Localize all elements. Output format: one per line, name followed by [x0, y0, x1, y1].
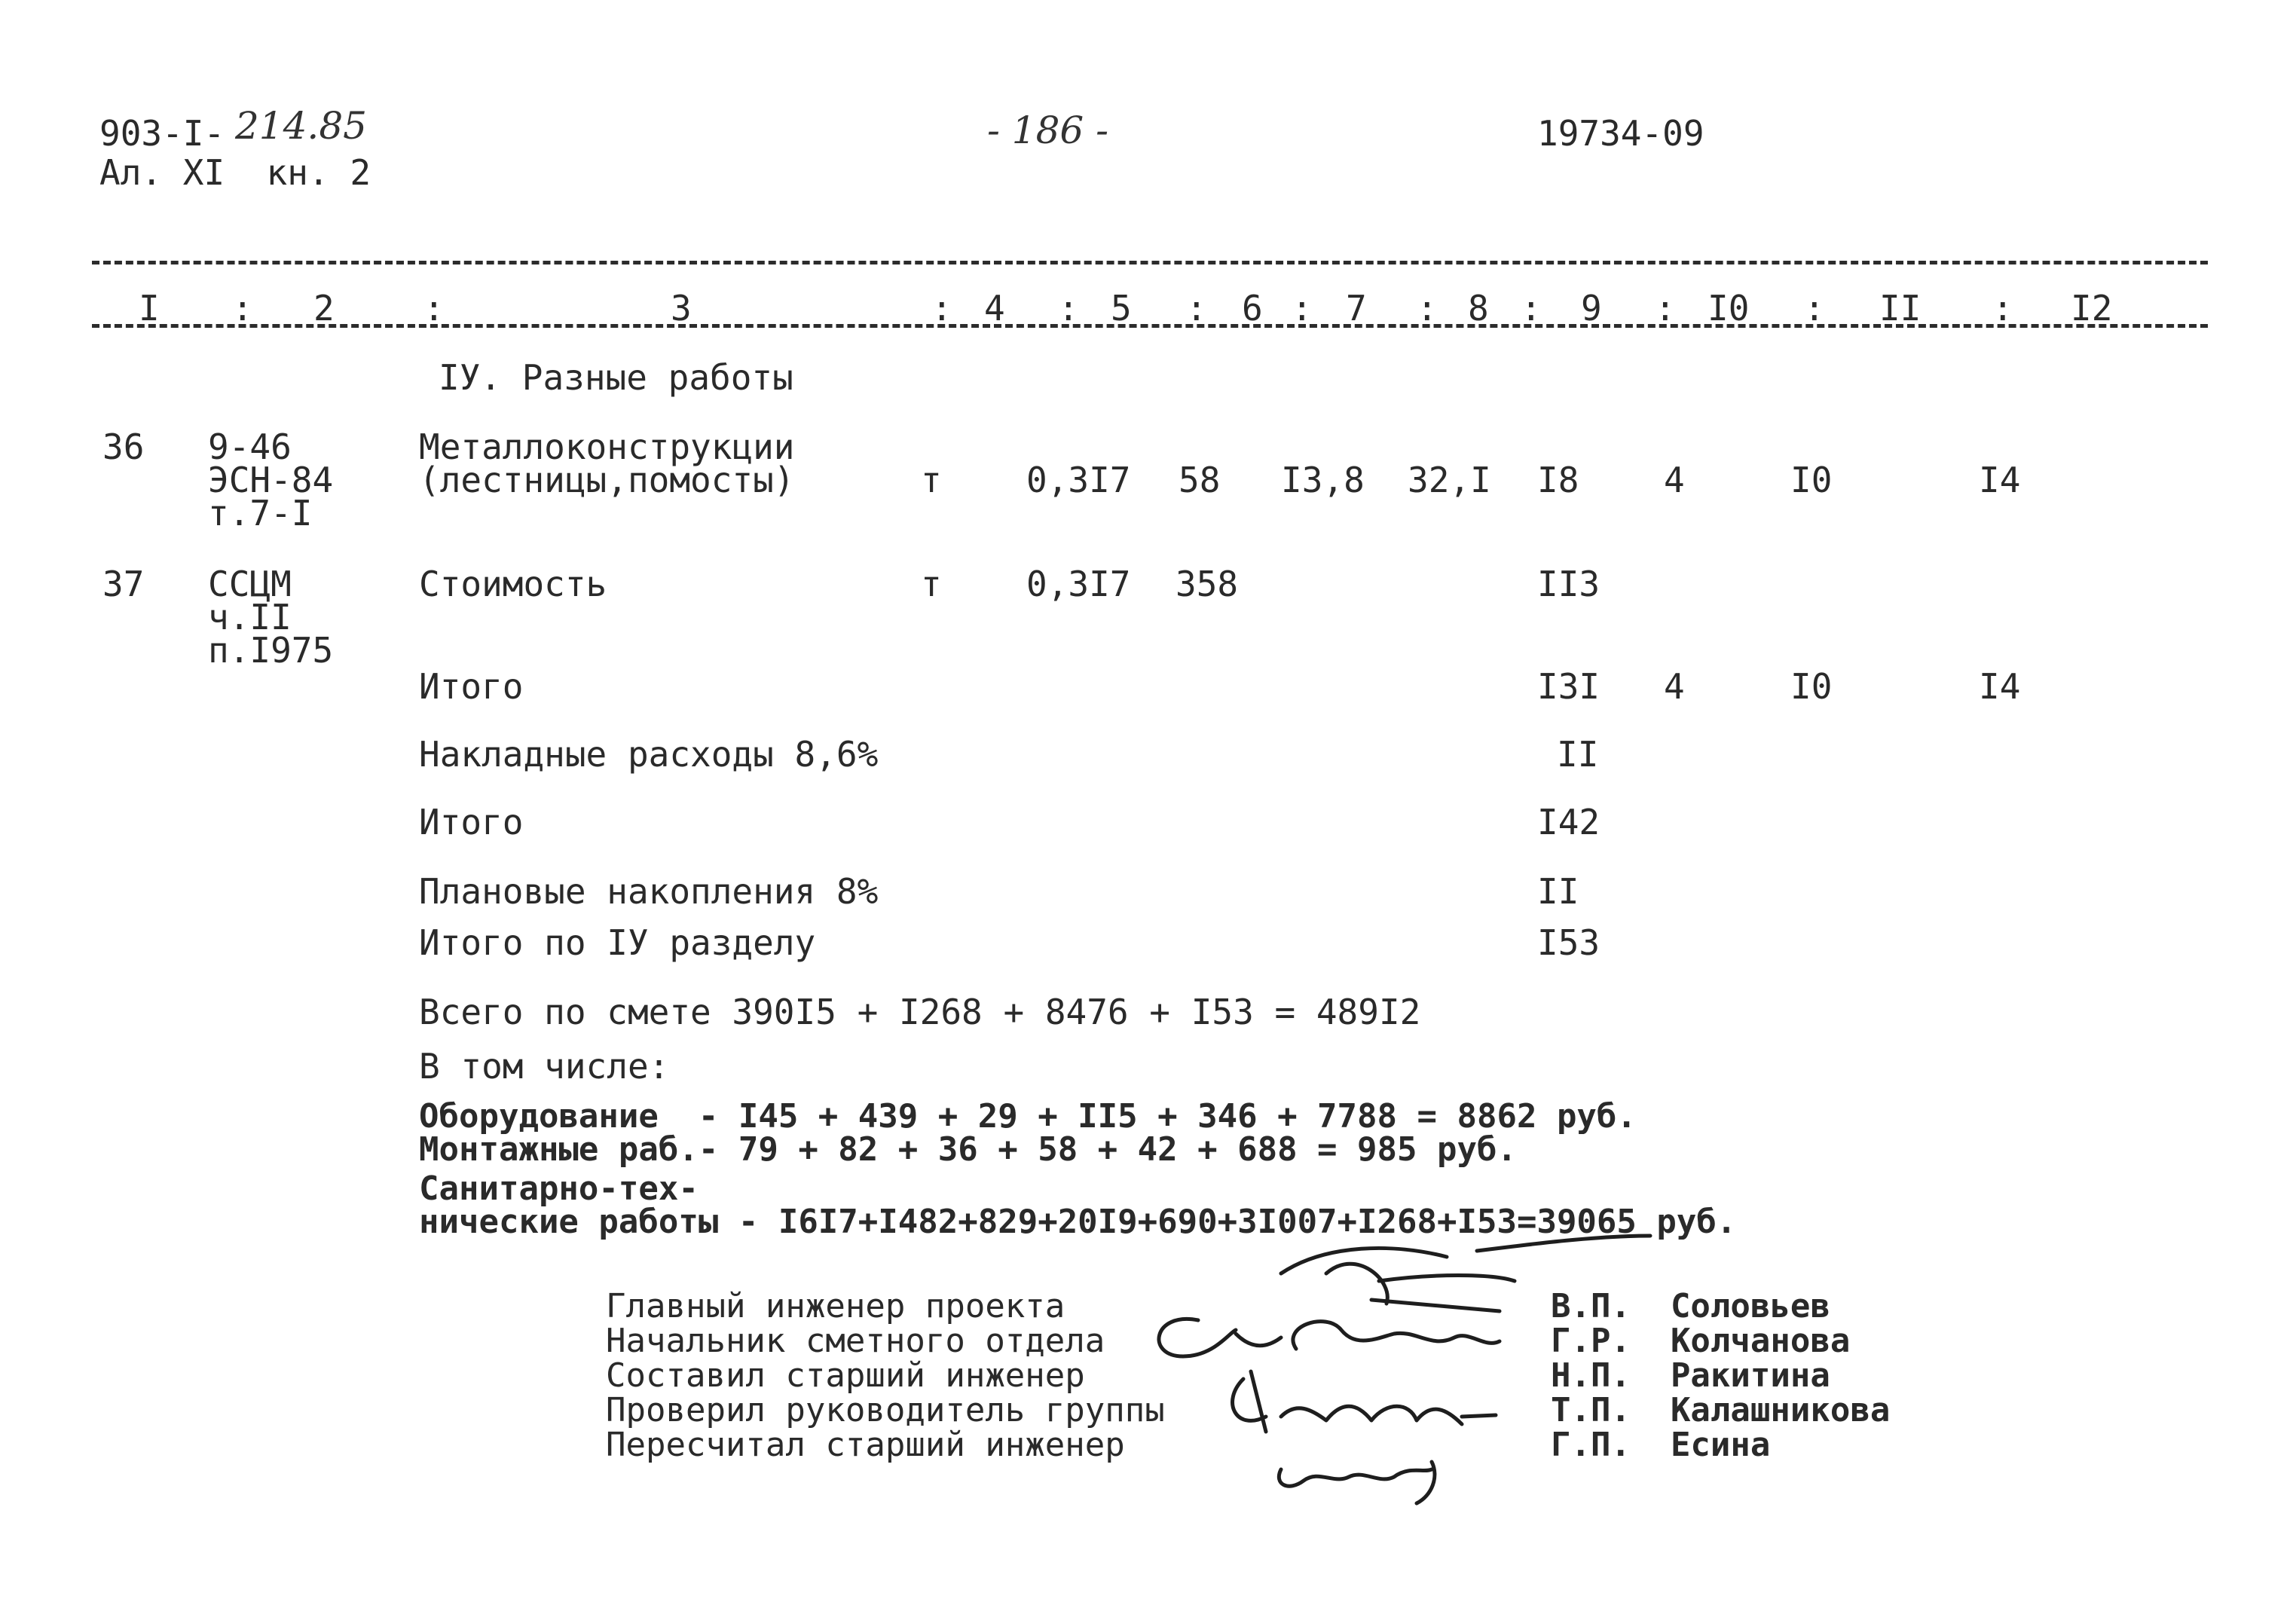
row-code-line: ССЦМ	[208, 564, 292, 604]
section-total-label: Итого по IУ разделу	[419, 922, 816, 963]
row-code-line: 9-46	[208, 426, 292, 467]
total-col9: 4	[1664, 666, 1685, 707]
row-number: 36	[102, 426, 145, 467]
row-col5: 58	[1179, 460, 1221, 500]
signature-name: Г.Р. Колчанова	[1551, 1322, 1851, 1360]
col-head-sep: :	[232, 288, 253, 329]
col-head-sep: :	[1992, 288, 2013, 329]
signature-name: Н.П. Ракитина	[1551, 1356, 1830, 1395]
signature-scribble-3	[1233, 1371, 1496, 1432]
col-head-sep: :	[1058, 288, 1079, 329]
signature-role: Главный инженер проекта	[606, 1287, 1065, 1325]
row-col8: II3	[1537, 564, 1600, 604]
col-head-sep: :	[931, 288, 952, 329]
row-code-line: п.I975	[208, 630, 334, 671]
row-col5: 358	[1176, 564, 1239, 604]
signature-scribble-1	[1281, 1236, 1650, 1311]
album-book: Ал. XI кн. 2	[99, 152, 371, 193]
row-code-line: т.7-I	[208, 493, 313, 533]
sanitary-sum: нические работы - I6I7+I482+829+20I9+690+3I007+I268+I53=39065 руб.	[419, 1203, 1737, 1241]
col-head-7: 7	[1346, 288, 1367, 329]
row-quantity: 0,3I7	[1026, 460, 1131, 500]
overhead-value: II	[1557, 734, 1599, 775]
document-code-handwritten: 214.85	[235, 104, 367, 148]
equipment-sum: Оборудование - I45 + 439 + 29 + II5 + 346 + 7788 = 8862 руб.	[419, 1097, 1637, 1136]
row-col8: I8	[1537, 460, 1579, 500]
row-number: 37	[102, 564, 145, 604]
row-unit: т	[921, 460, 942, 500]
row-code-line: ч.II	[208, 597, 292, 637]
total-col10: I0	[1790, 666, 1833, 707]
section-title: IУ. Разные работы	[439, 357, 793, 398]
signature-name: Г.П. Есина	[1551, 1426, 1771, 1464]
row-col10: I0	[1790, 460, 1833, 500]
col-head-8: 8	[1468, 288, 1489, 329]
row-name-line: Металлоконструкции	[419, 426, 795, 467]
row-col9: 4	[1664, 460, 1685, 500]
col-head-sep: :	[1186, 288, 1207, 329]
row-col7: 32,I	[1408, 460, 1491, 500]
overhead-label: Накладные расходы 8,6%	[419, 734, 879, 775]
col-head-1: I	[139, 288, 160, 329]
including-label: В том числе:	[419, 1046, 670, 1087]
planned-savings-value: II	[1537, 871, 1579, 912]
signature-scribble-2	[1159, 1319, 1500, 1356]
total-col12: I4	[1979, 666, 2021, 707]
row-name-line: Стоимость	[419, 564, 607, 604]
total-col8: I42	[1537, 802, 1600, 842]
signature-role: Проверил руководитель группы	[606, 1391, 1165, 1429]
planned-savings-label: Плановые накопления 8%	[419, 871, 879, 912]
inventory-number: 19734-09	[1537, 113, 1704, 154]
document-code-prefix: 903-I-	[99, 113, 225, 154]
installation-sum: Монтажные раб.- 79 + 82 + 36 + 58 + 42 + 688 = 985 руб.	[419, 1130, 1517, 1169]
row-code-line: ЭСН-84	[208, 460, 334, 500]
col-head-sep: :	[1521, 288, 1542, 329]
col-head-sep: :	[1292, 288, 1313, 329]
col-head-6: 6	[1242, 288, 1263, 329]
section-total-value: I53	[1537, 922, 1600, 963]
signature-name: Т.П. Калашникова	[1551, 1391, 1891, 1429]
signature-role: Составил старший инженер	[606, 1356, 1085, 1395]
page-number: - 186 -	[987, 109, 1109, 152]
col-head-4: 4	[984, 288, 1005, 329]
col-head-5: 5	[1111, 288, 1132, 329]
col-head-2: 2	[313, 288, 335, 329]
col-head-sep: :	[423, 288, 445, 329]
signature-role: Пересчитал старший инженер	[606, 1426, 1125, 1464]
signature-name: В.П. Соловьев	[1551, 1287, 1830, 1325]
col-head-sep: :	[1804, 288, 1825, 329]
row-name-line: (лестницы,помосты)	[419, 460, 795, 500]
total-label: Итого	[419, 802, 524, 842]
sanitary-label: Санитарно-тех-	[419, 1169, 699, 1208]
row-col12: I4	[1979, 460, 2021, 500]
grand-total: Всего по смете 390I5 + I268 + 8476 + I53 = 489I2	[419, 992, 1421, 1032]
col-head-10: I0	[1707, 288, 1750, 329]
row-quantity: 0,3I7	[1026, 564, 1131, 604]
total-col8: I3I	[1537, 666, 1600, 707]
row-col6: I3,8	[1281, 460, 1365, 500]
col-head-sep: :	[1417, 288, 1438, 329]
col-head-3: 3	[671, 288, 692, 329]
col-head-12: I2	[2071, 288, 2113, 329]
col-head-sep: :	[1655, 288, 1676, 329]
row-unit: т	[921, 564, 942, 604]
col-head-11: II	[1879, 288, 1921, 329]
signature-role: Начальник сметного отдела	[606, 1322, 1105, 1360]
signature-scribble-4	[1279, 1462, 1435, 1503]
total-label: Итого	[419, 666, 524, 707]
col-head-9: 9	[1581, 288, 1602, 329]
